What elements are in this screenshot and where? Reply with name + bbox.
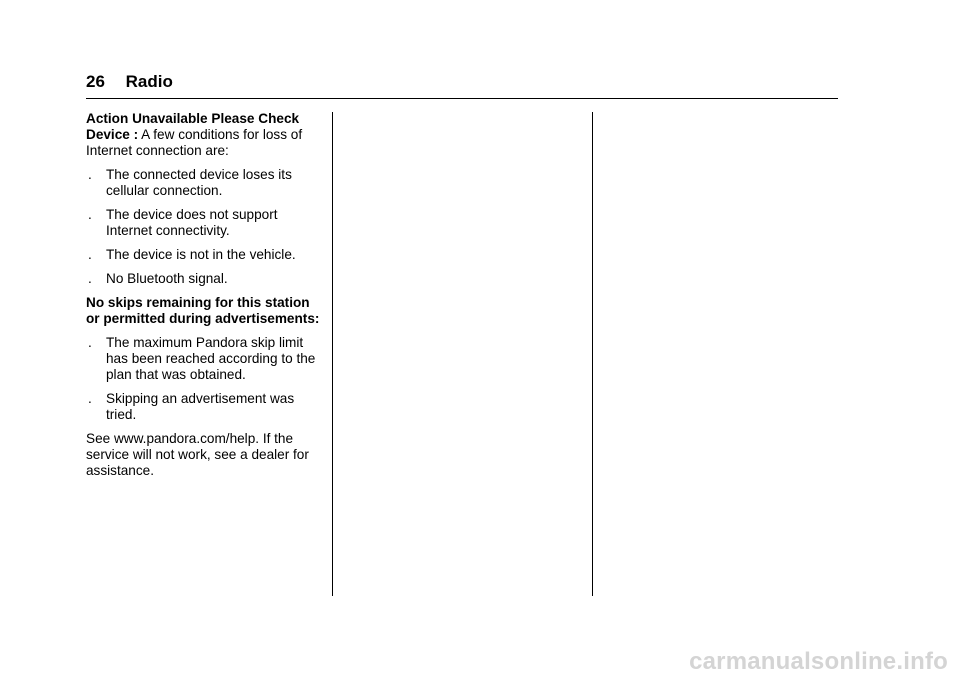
column-divider-2	[592, 112, 593, 596]
heading-no-skips	[86, 295, 326, 327]
heading-action-unavailable-line1: Action Unavailable Please Check	[86, 111, 300, 126]
list-item	[86, 167, 326, 199]
list-item	[86, 247, 326, 263]
list-item-text: The device is not in the vehicle.	[106, 247, 296, 262]
list-item	[86, 207, 326, 239]
paragraph-see-pandora: See www.pandora.com/help. If the service will not work, see a dealer for assistance.	[86, 431, 309, 478]
column-1	[86, 111, 326, 487]
heading-action-unavailable-line2: Device :	[86, 127, 139, 142]
list-item-text: The connected device loses its cellular connection.	[106, 167, 292, 198]
watermark: carmanualsonline.info	[689, 648, 948, 675]
bullet-icon: .	[88, 335, 92, 350]
header-rule	[86, 98, 838, 99]
paragraph-text: A few conditions for loss of Internet connection are:	[86, 127, 303, 158]
list-item-text: The device does not support Internet connectivity.	[106, 207, 278, 238]
page-header	[86, 72, 173, 92]
bullet-list-2	[86, 335, 326, 423]
list-item	[86, 335, 326, 383]
bullet-icon: .	[88, 247, 92, 262]
page-number: 26	[86, 72, 105, 91]
list-item	[86, 391, 326, 423]
bullet-icon: .	[88, 271, 92, 286]
list-item-text: Skipping an advertisement was tried.	[106, 391, 295, 422]
list-item	[86, 271, 326, 287]
list-item-text: No Bluetooth signal.	[106, 271, 228, 286]
paragraph-action-unavailable	[86, 111, 326, 159]
section-title: Radio	[125, 72, 173, 91]
column-divider-1	[332, 112, 333, 596]
bullet-icon: .	[88, 207, 92, 222]
list-item-text: The maximum Pandora skip limit has been reached according to the plan that was obtained.	[106, 335, 316, 382]
bullet-icon: .	[88, 167, 92, 182]
heading-no-skips-text: No skips remaining for this station or permitted during advertisements:	[86, 295, 320, 326]
bullet-list-1	[86, 167, 326, 287]
bullet-icon: .	[88, 391, 92, 406]
